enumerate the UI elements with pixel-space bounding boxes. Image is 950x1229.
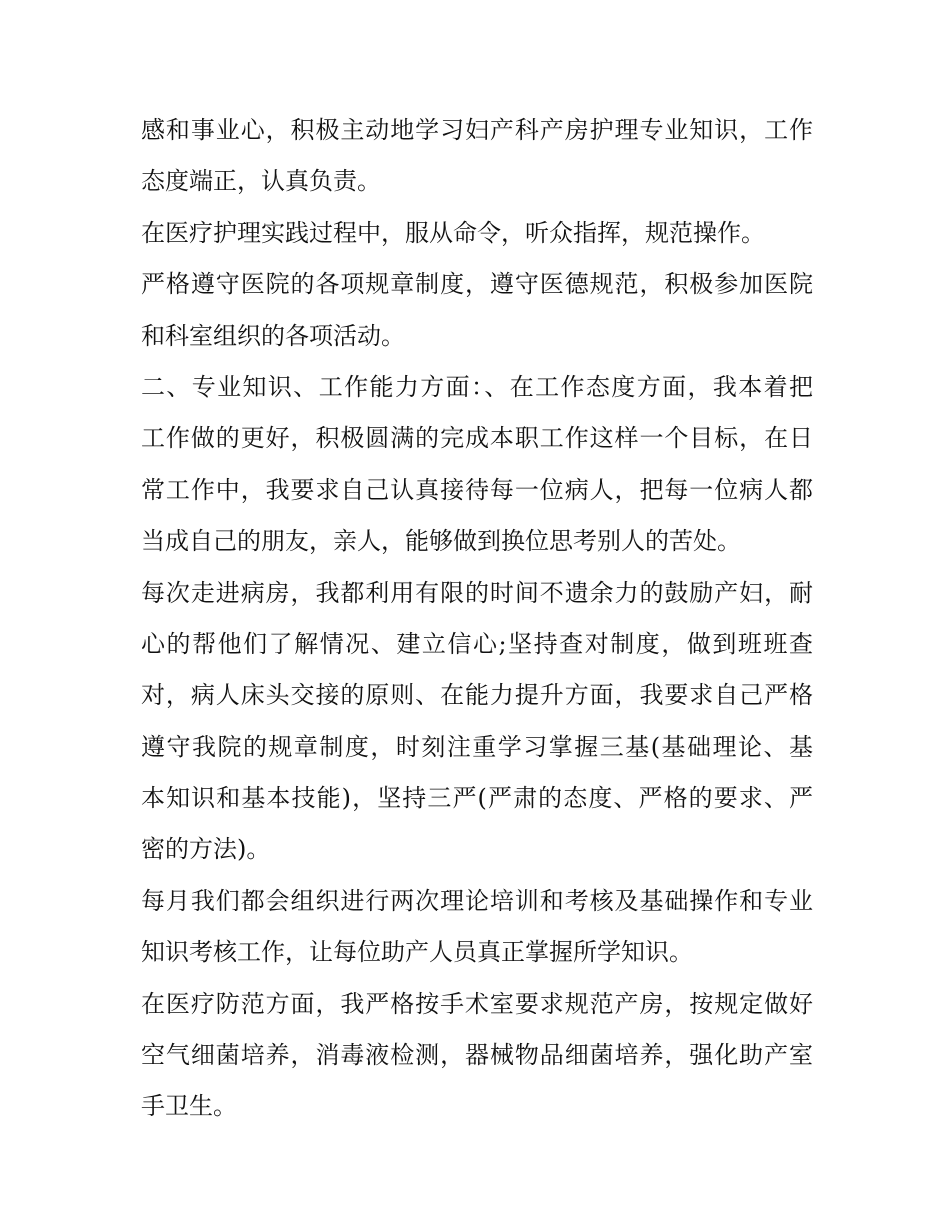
text-line: 手卫生。 — [141, 1092, 237, 1121]
text-line: 在医疗防范方面，我严格按手术室要求规范产房，按规定做好 — [141, 989, 813, 1018]
text-line: 知识考核工作，让每位助产人员真正掌握所学知识。 — [141, 938, 693, 967]
text-line: 态度端正，认真负责。 — [141, 167, 381, 196]
text-line: 空气细菌培养，消毒液检测，器械物品细菌培养，强化助产室 — [141, 1041, 813, 1070]
text-line: 对，病人床头交接的原则、在能力提升方面，我要求自己严格 — [141, 681, 813, 710]
text-line: 当成自己的朋友，亲人，能够做到换位思考别人的苦处。 — [141, 527, 741, 556]
text-line: 和科室组织的各项活动。 — [141, 321, 405, 350]
body-text — [141, 105, 813, 1133]
text-line: 每次走进病房，我都利用有限的时间不遗余力的鼓励产妇，耐 — [141, 578, 813, 607]
text-line: 密的方法)。 — [141, 835, 271, 864]
text-line: 每月我们都会组织进行两次理论培训和考核及基础操作和专业 — [141, 886, 813, 915]
text-line: 二、专业知识、工作能力方面：、在工作态度方面，我本着把 — [141, 372, 813, 401]
text-line: 常工作中，我要求自己认真接待每一位病人，把每一位病人都 — [141, 475, 813, 504]
text-line: 本知识和基本技能)，坚持三严(严肃的态度、严格的要求、严 — [141, 784, 813, 813]
text-line: 心的帮他们了解情况、建立信心;坚持查对制度，做到班班查 — [141, 629, 813, 658]
text-line: 工作做的更好，积极圆满的完成本职工作这样一个目标，在日 — [141, 424, 813, 453]
text-line: 遵守我院的规章制度，时刻注重学习掌握三基(基础理论、基 — [141, 732, 813, 761]
text-line: 在医疗护理实践过程中，服从命令，听众指挥，规范操作。 — [141, 218, 765, 247]
text-line: 感和事业心，积极主动地学习妇产科产房护理专业知识，工作 — [141, 116, 813, 144]
text-line: 严格遵守医院的各项规章制度，遵守医德规范，积极参加医院 — [141, 270, 813, 299]
